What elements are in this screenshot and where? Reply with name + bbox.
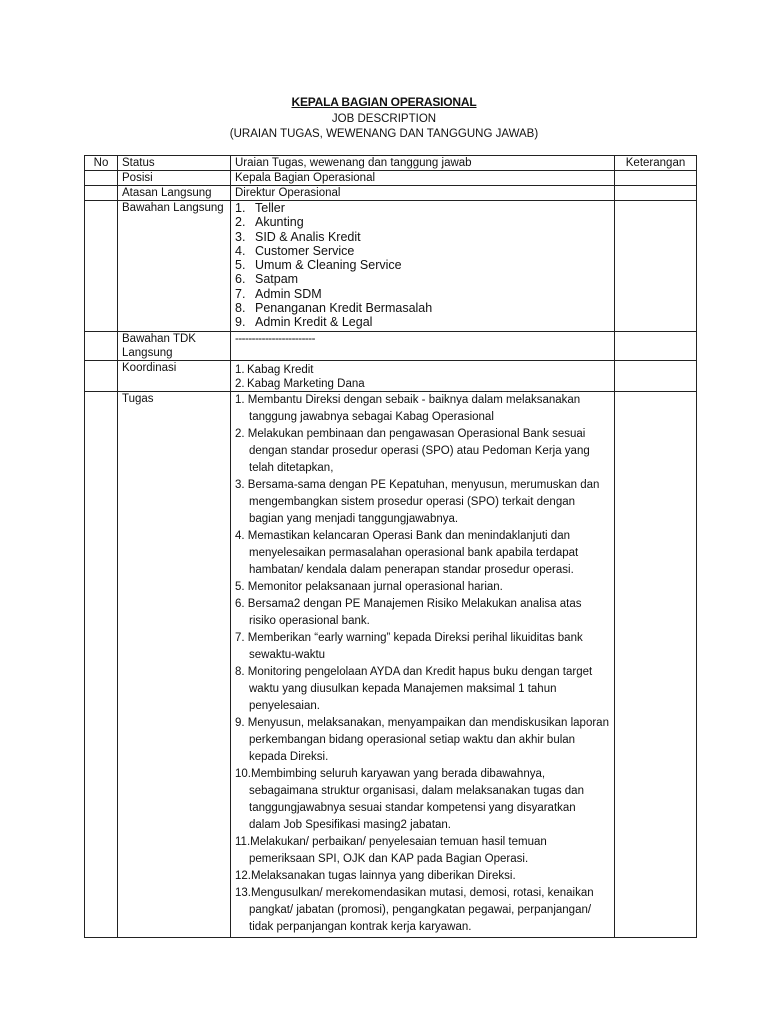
cell-no	[85, 186, 118, 201]
header-status: Status	[118, 156, 231, 171]
list-item: 10.Membimbing seluruh karyawan yang berada dibawahnya, sebagaimana struktur organisasi, dalam melaksanakan tugas dan tanggungjawabnya sesuai standar kompetensi yang disyaratkan dalam Job Spesifikasi masing2 jabatan.	[235, 767, 584, 831]
cell-no	[85, 171, 118, 186]
list-item: 11.Melakukan/ perbaikan/ penyelesaian temuan hasil temuan pemeriksaan SPI, OJK dan KAP pada Bagian Operasi.	[235, 835, 547, 865]
row-value-koordinasi	[231, 360, 615, 391]
list-item: 1. Kabag Kredit	[235, 363, 314, 376]
table-row	[85, 186, 697, 201]
cell-keterangan	[615, 201, 697, 332]
list-item: 4. Memastikan kelancaran Operasi Bank dan menindaklanjuti dan menyelesaikan permasalahan operasional bank apabila terdapat hambatan/ kendala dalam penerapan standar prosedur operasi.	[235, 529, 579, 576]
header-keterangan: Keterangan	[615, 156, 697, 171]
cell-keterangan	[615, 171, 697, 186]
table-row	[85, 171, 697, 186]
list-item: 6. Bersama2 dengan PE Manajemen Risiko Melakukan analisa atas risiko operasional bank.	[235, 597, 582, 627]
job-description-table	[84, 155, 697, 938]
table-header-row	[85, 156, 697, 171]
bawahan-langsung-list	[235, 201, 610, 330]
row-value-bawahan-tdk: ------------------------	[231, 331, 615, 360]
list-item: 8. Penanganan Kredit Bermasalah	[235, 301, 433, 316]
list-item: 8. Monitoring pengelolaan AYDA dan Kredit hapus buku dengan target waktu yang diusulkan kepada Manajemen maksimal 1 tahun penyelesaian.	[235, 665, 593, 712]
cell-no	[85, 360, 118, 391]
row-label-atasan: Atasan Langsung	[118, 186, 231, 201]
list-item: 5. Umum & Cleaning Service	[235, 258, 402, 273]
cell-keterangan	[615, 186, 697, 201]
table-row	[85, 331, 697, 360]
koordinasi-list	[235, 363, 610, 391]
header-no: No	[85, 156, 118, 171]
document-subtitle: JOB DESCRIPTION	[331, 113, 437, 125]
list-item: 7. Memberikan “early warning” kepada Direksi perihal likuiditas bank sewaktu-waktu	[235, 631, 583, 661]
list-item: 3. Bersama-sama dengan PE Kepatuhan, menyusun, merumuskan dan mengembangkan sistem prosedur operasi (SPO) terkait dengan bagian yang menjadi tanggungjawabnya.	[235, 478, 600, 525]
list-item: 9. Menyusun, melaksanakan, menyampaikan dan mendiskusikan laporan perkembangan bidang operasional setiap waktu dan akhir bulan kepada Direksi.	[235, 716, 609, 763]
table-row	[85, 391, 697, 937]
tugas-list	[235, 392, 610, 936]
document-title: KEPALA BAGIAN OPERASIONAL	[291, 95, 477, 109]
list-item: 2. Melakukan pembinaan dan pengawasan Operasional Bank sesuai dengan standar prosedur operasi (SPO) atau Pedoman Kerja yang telah ditetapkan,	[235, 427, 590, 474]
list-item: 4. Customer Service	[235, 243, 355, 258]
row-label-koordinasi: Koordinasi	[118, 360, 231, 391]
row-value-posisi: Kepala Bagian Operasional	[231, 171, 615, 186]
row-value-atasan: Direktur Operasional	[231, 186, 615, 201]
list-item: 7. Admin SDM	[235, 286, 322, 301]
cell-keterangan	[615, 331, 697, 360]
cell-no	[85, 331, 118, 360]
list-item: 13.Mengusulkan/ merekomendasikan mutasi, demosi, rotasi, kenaikan pangkat/ jabatan (promosi), pengangkatan pegawai, perpanjangan/ tidak perpanjangan kontrak kerja karyawan.	[235, 886, 594, 933]
cell-no	[85, 391, 118, 937]
table-row	[85, 360, 697, 391]
row-value-tugas	[231, 391, 615, 937]
list-item: 12.Melaksanakan tugas lainnya yang diberikan Direksi.	[235, 869, 516, 882]
cell-no	[85, 201, 118, 332]
cell-keterangan	[615, 391, 697, 937]
header-uraian: Uraian Tugas, wewenang dan tanggung jawab	[231, 156, 615, 171]
list-item: 1. Membantu Direksi dengan sebaik - baiknya dalam melaksanakan tanggung jawabnya sebagai Kabag Operasional	[235, 393, 581, 423]
table-row	[85, 201, 697, 332]
list-item: 3. SID & Analis Kredit	[235, 229, 361, 244]
row-label-posisi: Posisi	[118, 171, 231, 186]
row-label-bawahan-tdk: Bawahan TDK Langsung	[118, 331, 231, 360]
list-item: 6. Satpam	[235, 272, 299, 287]
row-label-tugas: Tugas	[118, 391, 231, 937]
list-item: 2. Kabag Marketing Dana	[235, 377, 365, 390]
list-item: 9. Admin Kredit & Legal	[235, 315, 373, 330]
cell-keterangan	[615, 360, 697, 391]
list-item: 2. Akunting	[235, 215, 304, 230]
row-value-bawahan-langsung	[231, 201, 615, 332]
document-subtitle-detail: (URAIAN TUGAS, WEWENANG DAN TANGGUNG JAWAB)	[229, 128, 539, 140]
list-item: 5. Memonitor pelaksanaan jurnal operasional harian.	[235, 580, 503, 593]
row-label-bawahan-langsung: Bawahan Langsung	[118, 201, 231, 332]
list-item: 1. Teller	[235, 201, 285, 215]
